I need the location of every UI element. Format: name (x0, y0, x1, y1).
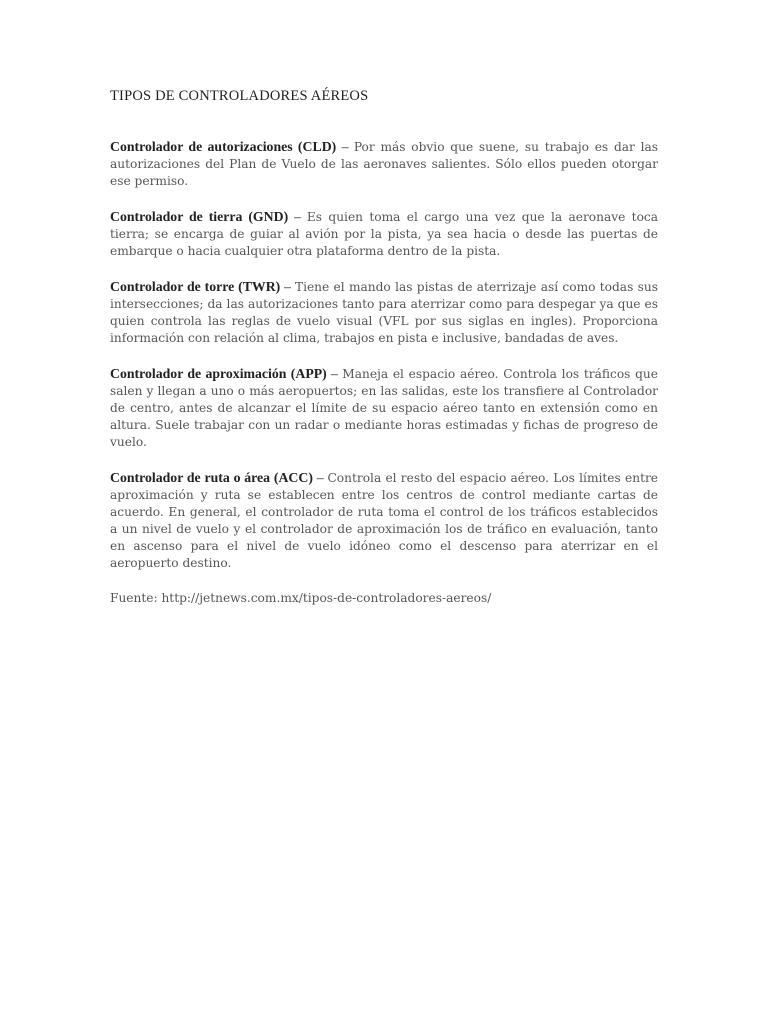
document-title: TIPOS DE CONTROLADORES AÉREOS (110, 88, 369, 104)
section-text: Tiene el mando las pistas de aterrizaje así como todas sus intersecciones; da las autorizaciones tanto para aterrizar como para despegar ya que es quien controla las reglas de vuelo visual (VFL por sus siglas en ingles). Proporciona información con relación al clima, trabajos en pista e inclusive, bandadas de aves. (110, 280, 658, 345)
section-term: Controlador de aproximación (APP) (110, 366, 327, 381)
document-page (110, 88, 658, 607)
section-gnd (110, 208, 658, 260)
section-term: Controlador de tierra (GND) (110, 209, 289, 224)
section-term: Controlador de autorizaciones (CLD) (110, 139, 337, 154)
section-dash: – (312, 470, 328, 485)
section-dash: – (280, 279, 295, 294)
section-dash: – (288, 209, 307, 224)
section-term: Controlador de torre (TWR) (110, 279, 281, 294)
section-term: Controlador de ruta o área (ACC) (110, 470, 313, 485)
section-text: Es quien toma el cargo una vez que la aeronave toca tierra; se encarga de guiar al avión por la pista, ya sea hacia o desde las puertas de embarque o hacia cualquier otra plataforma dentro de la pista. (110, 210, 658, 258)
section-dash: – (336, 139, 354, 154)
section-cld (110, 138, 658, 190)
section-text: Controla el resto del espacio aéreo. Los límites entre aproximación y ruta se establecen entre los centros de control mediante cartas de acuerdo. En general, el controlador de ruta toma el control de los tráficos establecidos a un nivel de vuelo y el controlador de aproximación los de tráfico en evaluación, tanto en ascenso para el nivel de vuelo idóneo como el descenso para aterrizar en el aeropuerto destino. (110, 471, 659, 570)
section-text: Por más obvio que suene, su trabajo es dar las autorizaciones del Plan de Vuelo de las aeronaves salientes. Sólo ellos pueden otorgar ese permiso. (110, 140, 659, 188)
section-app (110, 365, 658, 451)
section-dash: – (326, 366, 343, 381)
section-twr (110, 278, 658, 347)
source-citation: Fuente: http://jetnews.com.mx/tipos-de-controladores-aereos/ (110, 591, 492, 605)
section-acc (110, 469, 658, 572)
section-text: Maneja el espacio aéreo. Controla los tráficos que salen y llegan a uno o más aeropuertos; en las salidas, este los transfiere al Controlador de centro, antes de alcanzar el límite de su espacio aéreo tanto en extensión como en altura. Suele trabajar con un radar o mediante horas estimadas y fichas de progreso de vuelo. (110, 367, 658, 449)
